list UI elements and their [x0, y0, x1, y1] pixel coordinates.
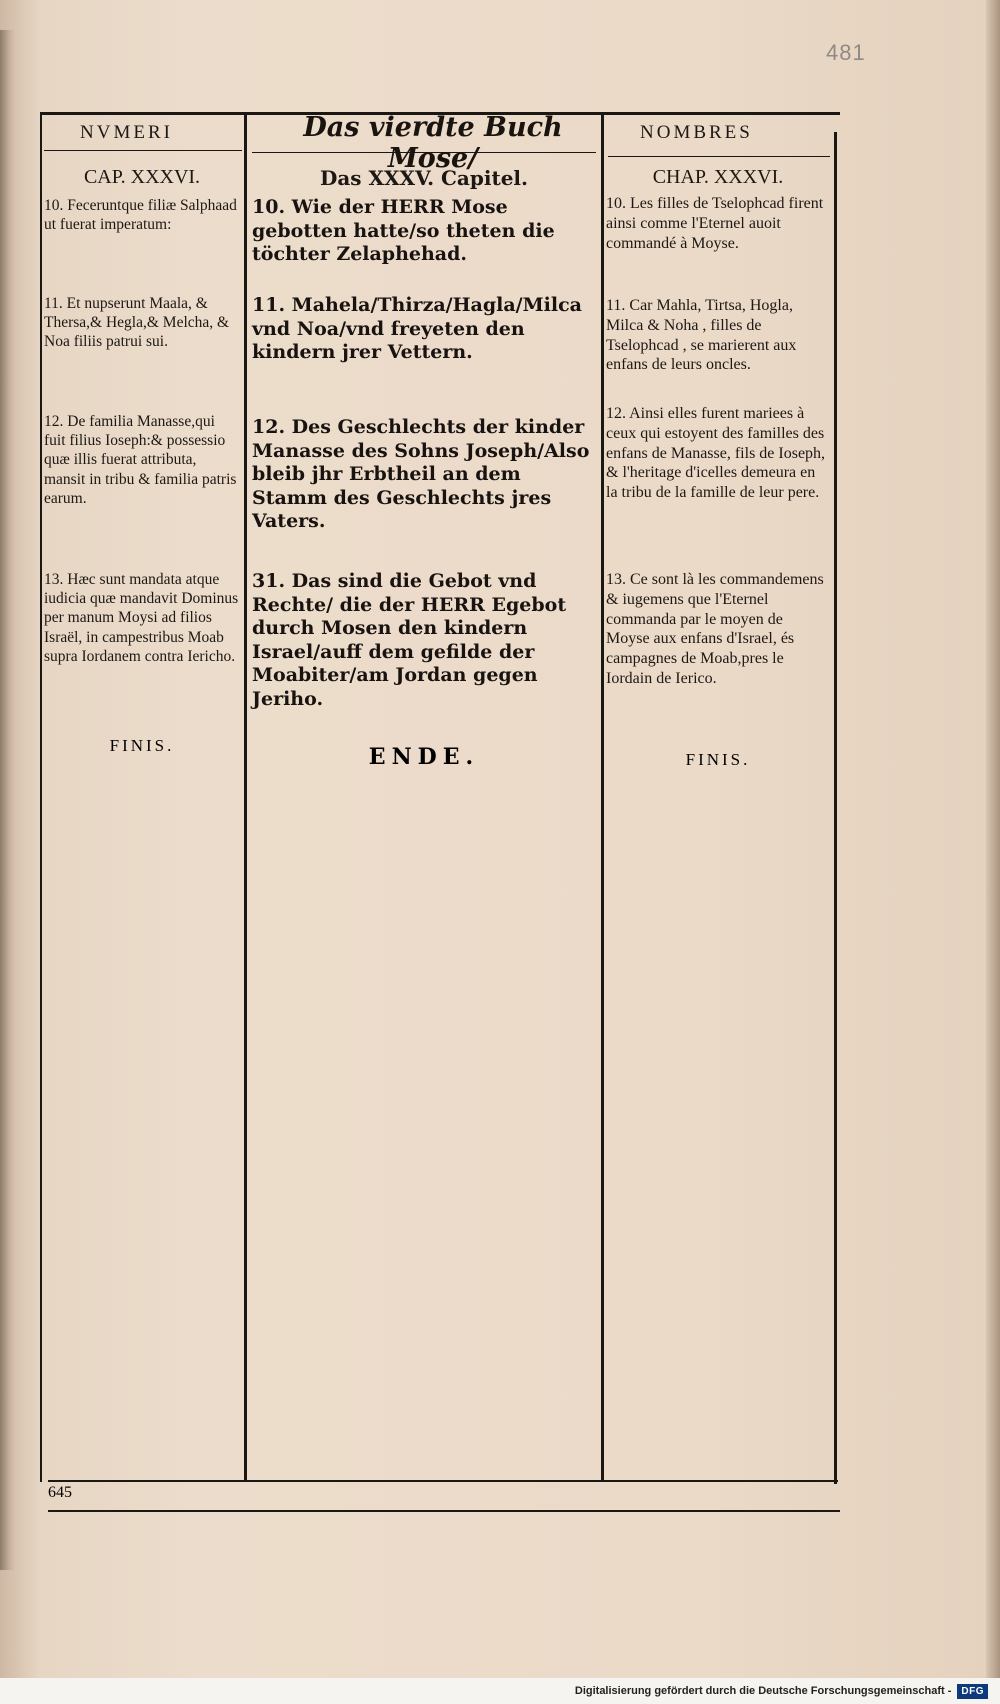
- french-verse-11: 11. Car Mahla, Tirtsa, Hogla, Milca & Noha , filles de Tselophcad , se marierent aux enfans de leurs oncles.: [606, 297, 797, 374]
- german-verse-10: 10. Wie der HERR Mose gebotten hatte/so theten die töchter Zelaphehad.: [252, 196, 555, 266]
- header-underline-latin: [44, 150, 242, 151]
- latin-verse-13: 13. Hæc sunt mandata atque iudicia quæ mandavit Dominus per manum Moysi ad filios Israël, in campestribus Moab supra Iordanem contra Iericho.: [44, 571, 239, 665]
- page-right-edge: [986, 0, 1000, 1704]
- german-verse-31: 31. Das sind die Gebot vnd Rechte/ die der HERR Egebot durch Mosen den kindern Israel/auff dem gefilde der Moabiter/am Jordan gegen Jeriho.: [252, 570, 567, 710]
- digitization-footer: [0, 1678, 1000, 1704]
- german-ende: ENDE.: [368, 744, 480, 770]
- latin-verse-12: 12. De familia Manasse,qui fuit filius Ioseph:& possessio quæ illis fuerat attributa, mansit in tribu & familia patris earum.: [44, 413, 237, 507]
- latin-finis: FINIS.: [109, 736, 175, 755]
- german-french-divider: [601, 114, 604, 1482]
- bottom-rule-lower: [48, 1510, 840, 1512]
- french-verse-12: 12. Ainsi elles furent mariees à ceux qui estoyent des familles des enfans de Manasse, fils de Ioseph, & l'heritage d'icelles demeura en la tribu de la famille de leur pere.: [606, 405, 826, 502]
- running-head-latin: NVMERI: [80, 122, 173, 143]
- previous-page-edge: [0, 30, 16, 1570]
- folio-number: 481: [826, 40, 866, 65]
- chapter-heading-german: Das XXXV. Capitel.: [319, 166, 528, 190]
- french-verse-13: 13. Ce sont là les commandemens & iugemens que l'Eternel commanda par le moyen de Moyse aux enfans d'Israel, és campagnes de Moab,pres le Iordain de Ierico.: [606, 571, 824, 688]
- running-head-german: Das vierdte Buch Mose/: [303, 112, 563, 174]
- footer-credit-text: Digitalisierung gefördert durch die Deutsche Forschungsgemeinschaft -: [574, 1685, 952, 1697]
- running-head-french: NOMBRES: [640, 122, 753, 143]
- french-column-right-rule: [834, 132, 837, 1484]
- german-verse-12: 12. Des Geschlechts der kinder Manasse des Sohns Joseph/Also bleib jhr Erbtheil an dem Stamm des Geschlechts jres Vaters.: [252, 416, 590, 533]
- german-verse-11: 11. Mahela/Thirza/Hagla/Milca vnd Noa/vnd freyeten den kindern jrer Vettern.: [252, 294, 582, 364]
- latin-column-left-rule: [40, 114, 42, 1482]
- chapter-heading-latin: CAP. XXXVI.: [83, 166, 201, 188]
- header-underline-french: [608, 156, 830, 157]
- chapter-heading-french: CHAP. XXXVI.: [652, 166, 784, 188]
- dfg-logo: DFG: [957, 1684, 988, 1699]
- bottom-rule-upper: [48, 1480, 838, 1482]
- latin-verse-10: 10. Feceruntque filiæ Salphaad ut fuerat imperatum:: [44, 197, 237, 234]
- latin-german-divider: [244, 114, 247, 1482]
- french-verse-10: 10. Les filles de Tselophcad firent ainsi comme l'Eternel auoit commandé à Moyse.: [606, 195, 824, 252]
- page-number: 645: [48, 1484, 72, 1501]
- latin-verse-11: 11. Et nupserunt Maala, & Thersa,& Hegla,& Melcha, & Noa filiis patrui sui.: [44, 295, 230, 351]
- french-finis: FINIS.: [685, 750, 751, 769]
